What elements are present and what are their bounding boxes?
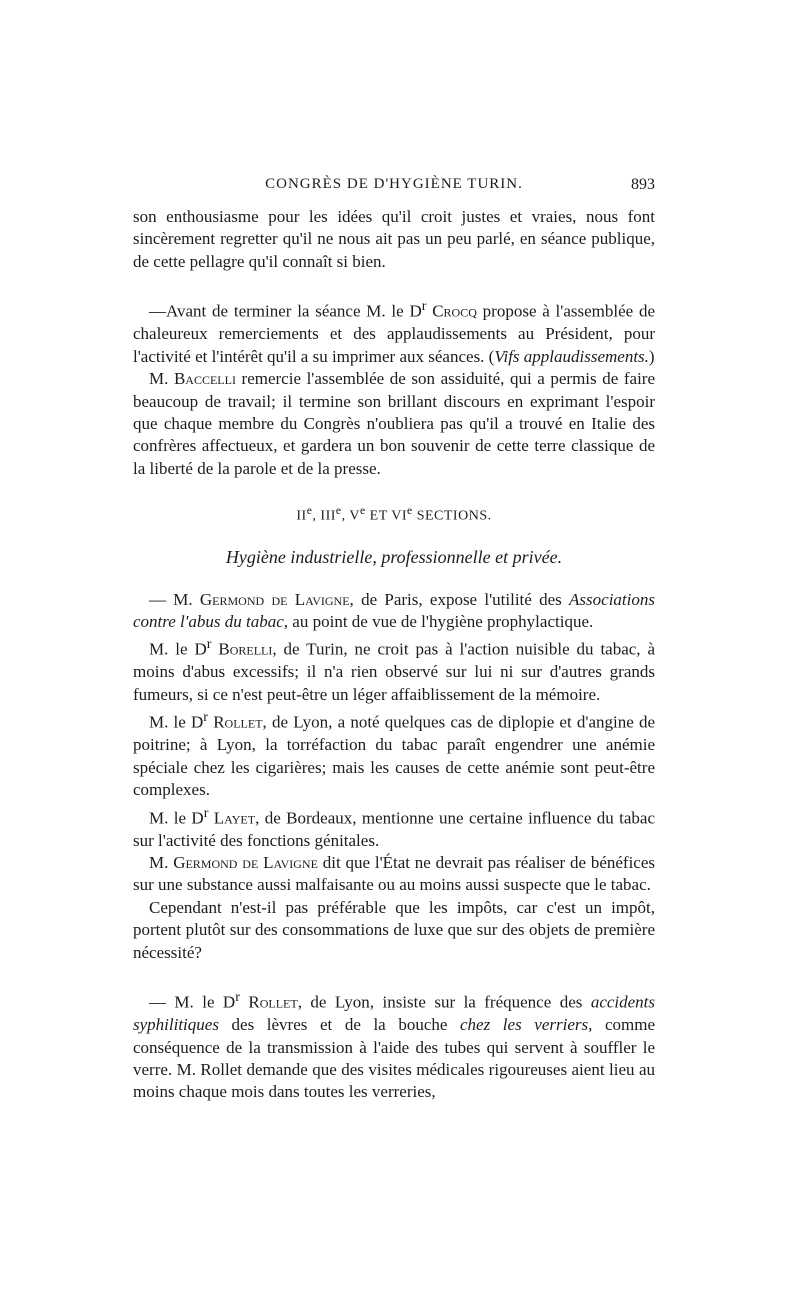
person-name: Crocq bbox=[432, 301, 477, 321]
paragraph-10: — M. le $D^r$ Rollet, de Lyon, insiste sur la fréquence des accidents syphilitiques des lèvres et de la bouche chez les verriers, comme conséquence de la transmission à l'aide des tubes qui servent à souffler le verre. M. Rollet demande que des visites médicales rigoureuses aient lieu au moins chaque mois dans toutes les verreries, bbox=[133, 989, 656, 1102]
section-subheading: Hygiène industrielle, professionnelle et privée. bbox=[225, 547, 563, 568]
paragraph-4: — M. Germond de Lavigne, de Paris, expose l'utilité des Associations contre l'abus du tabac, au point de vue de l'hygiène prophylactique. bbox=[133, 589, 655, 631]
paragraph-7: M. le $D^r$ Layet, de Bordeaux, mentionne une certaine influence du tabac sur l'activité des fonctions génitales. bbox=[133, 804, 655, 850]
person-name: Rollet bbox=[248, 992, 298, 1012]
paragraph-8: M. Germond de Lavigne dit que l'État ne devrait pas réaliser de bénéfices sur une substance aussi malfaisante ou au moins aussi suspecte que le tabac. bbox=[133, 853, 656, 895]
person-name: Borelli bbox=[218, 640, 273, 660]
person-name: Germond de Lavigne bbox=[173, 853, 318, 873]
paragraph-3: M. Baccelli remercie l'assemblée de son assiduité, qui a permis de faire beaucoup de travail; il termine son brillant discours en exprimant l'espoir que chaque membre du Congrès n'oubliera pas qu'il a trouvé en Italie des confrères affectueux, et gardera un bon souvenir de cette terre classique de la liberté de la parole et de la presse. bbox=[133, 369, 655, 478]
page-number: 893 bbox=[631, 176, 655, 193]
paragraph-5: M. le $D^r$ Borelli, de Turin, ne croit pas à l'action nuisible du tabac, à moins d'abus excessifs; il n'a rien observé sur lui ni sur d'autres grands fumeurs, si ce n'est peut-être un léger affaiblissement de la mémoire. bbox=[133, 636, 656, 704]
sections-heading: IIe, IIIe, Ve ET VIe SECTIONS. bbox=[296, 504, 492, 524]
paragraph-9: Cependant n'est-il pas préférable que les impôts, car c'est un impôt, portent plutôt sur des consommations de luxe que sur des objets de première nécessité? bbox=[133, 897, 655, 962]
page-body bbox=[133, 206, 655, 1104]
paragraph-1: son enthousiasme pour les idées qu'il croit justes et vraies, nous font sincèrement regretter qu'il ne nous ait pas un peu parlé, en séance publique, de cette pellagre qu'il connaît si bien. bbox=[133, 207, 655, 271]
paragraph-6: M. le $D^r$ Rollet, de Lyon, a noté quelques cas de diplopie et d'angine de poitrine; à Lyon, la torréfaction du tabac paraît engendrer une anémie spéciale chez les cigarières; mais les causes de cette anémie sont peut-être complexes. bbox=[133, 709, 655, 800]
person-name: Layet bbox=[213, 808, 256, 828]
person-name: Baccelli bbox=[173, 369, 236, 389]
page-header bbox=[133, 176, 655, 200]
paragraph-2: —Avant de terminer la séance M. le $D^r$ Crocq propose à l'assemblée de chaleureux remerciements et des applaudissements au Président, pour l'activité et l'intérêt qu'il a su imprimer aux séances. (Vifs applaudissements.) bbox=[133, 298, 656, 366]
running-title: CONGRÈS DE D'HYGIÈNE TURIN. bbox=[265, 176, 523, 192]
person-name: Rollet bbox=[213, 712, 263, 732]
person-name: Germond de Lavigne bbox=[199, 589, 350, 609]
